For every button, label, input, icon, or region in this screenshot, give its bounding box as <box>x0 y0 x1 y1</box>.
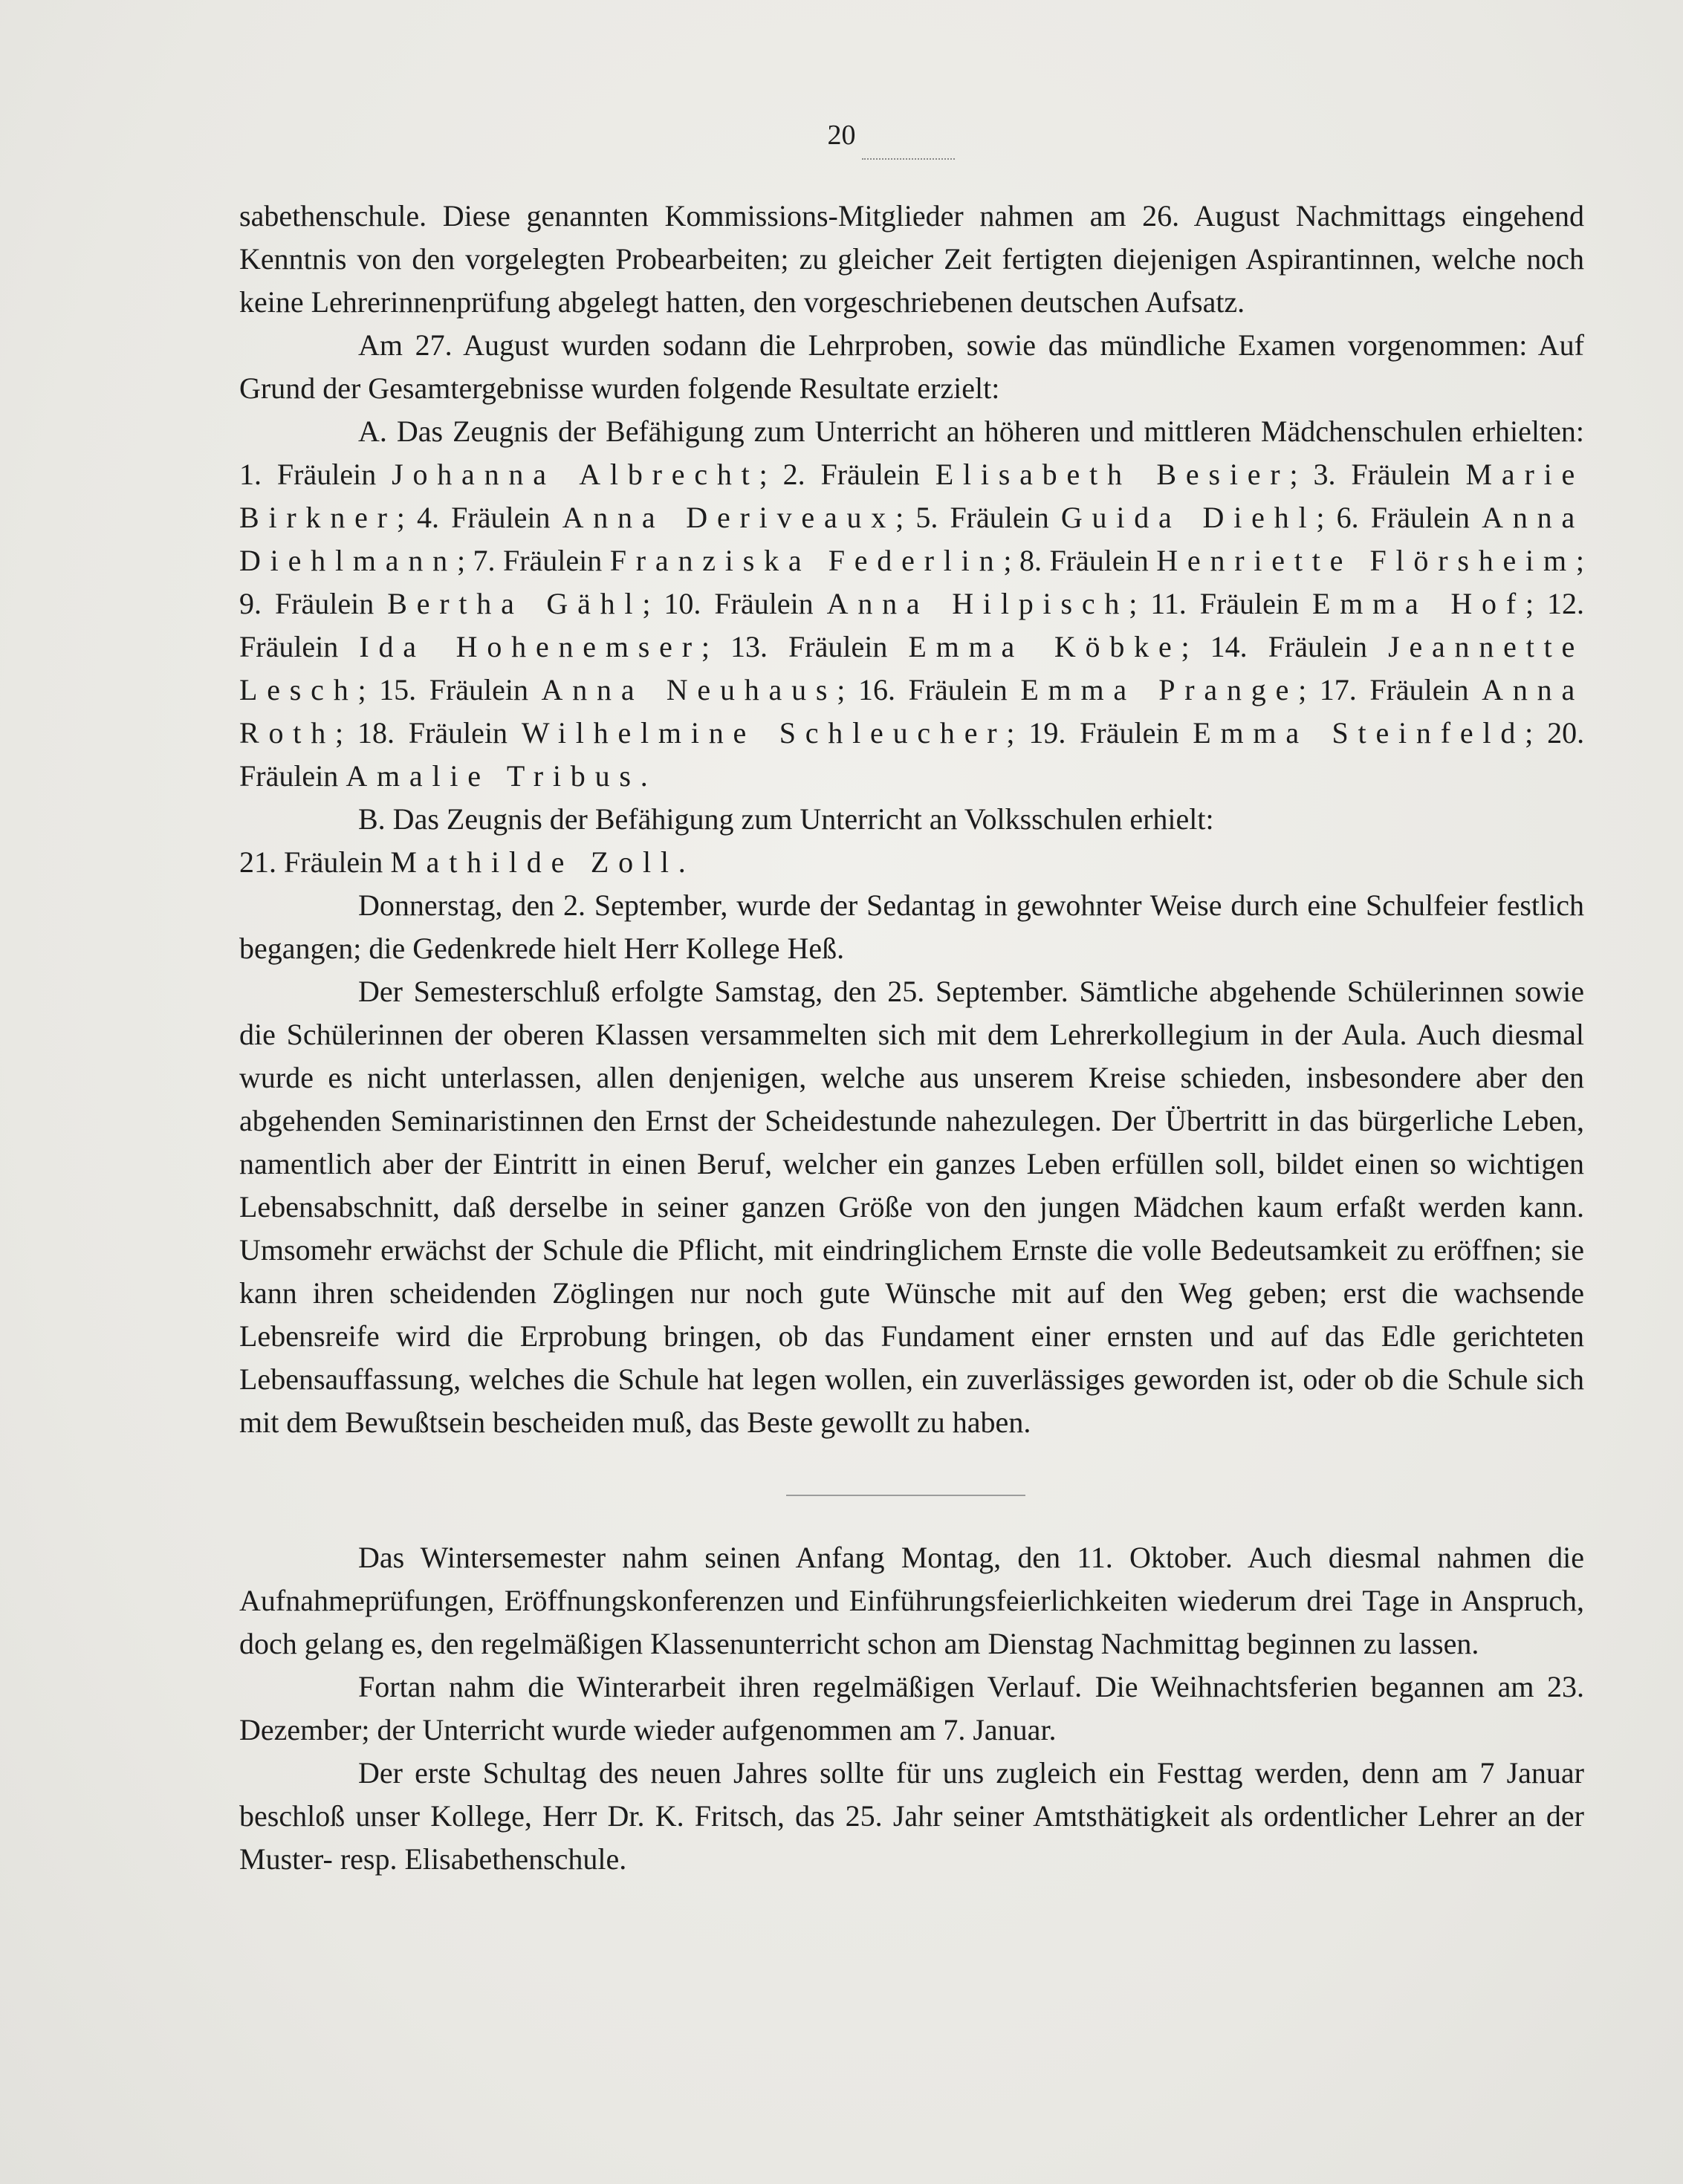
entry-number: 16. <box>857 673 895 706</box>
page-number: 20 <box>827 120 856 151</box>
entry-title: Fräulein <box>950 501 1049 534</box>
entry-name: Anna Deriveaux <box>562 501 896 534</box>
entry-name: Emma Köbke <box>908 630 1181 663</box>
paragraph-list-a <box>239 410 1584 798</box>
entry-name: Elisabeth Besier <box>935 458 1290 491</box>
entry-title: Fräulein <box>451 501 551 534</box>
entry-number: 15. <box>379 673 417 706</box>
entry-separator: . <box>678 845 686 879</box>
paragraph-lehrproben: Am 27. August wurden sodann die Lehrproben, sowie das mündliche Examen vorgenommen: Auf Grund der Gesamtergebnisse wurden folgende Resultate erzielt: <box>239 328 1584 405</box>
paragraph-wintersemester: Das Wintersemester nahm seinen Anfang Montag, den 11. Oktober. Auch diesmal nahmen die Aufnahmeprüfungen, Eröffnungskonferenzen und Einführungsfeierlichkeiten wiederum drei Tage in Anspruch, doch gelang es, den regelmäßigen Klassenunterricht schon am Dienstag Nachmittag beginnen zu lassen. <box>239 1541 1584 1660</box>
section-divider <box>786 1495 1025 1496</box>
entry-separator: ; <box>701 630 710 663</box>
entry-title: Fräulein <box>1369 673 1469 706</box>
list-a-entries <box>239 458 1584 793</box>
entry-separator: ; <box>895 501 904 534</box>
entry-title: Fräulein <box>429 673 529 706</box>
graduate-entry <box>1028 716 1533 750</box>
graduate-entry <box>664 587 1137 620</box>
entry-separator: ; <box>1298 673 1307 706</box>
paragraph-sedantag: Donnerstag, den 2. September, wurde der Sedantag in gewohnter Weise durch eine Schulfeier festlich begangen; die Gedenkrede hielt Herr Kollege Heß. <box>239 888 1584 965</box>
entry-name: Emma Prange <box>1020 673 1299 706</box>
entry-title: Fräulein <box>1199 587 1300 620</box>
entry-separator: ; <box>1129 587 1138 620</box>
entry-name: Wilhelmine Schleucher <box>521 716 1007 750</box>
entry-title: Fräulein <box>820 458 920 491</box>
paragraph-festtag: Der erste Schultag des neuen Jahres sollte für uns zugleich ein Festtag werden, denn am 7 Januar beschloß unser Kollege, Herr Dr. K. Fritsch, das 25. Jahr seiner Amtsthätigkeit als ordentlicher Lehrer an der Muster- resp. Elisabethenschule. <box>239 1756 1584 1876</box>
main-text-block <box>239 195 1584 1444</box>
entry-name: Anna Neuhaus <box>541 673 837 706</box>
entry-number: 2. <box>782 458 805 491</box>
entry-number: 10. <box>664 587 701 620</box>
graduate-entry <box>379 673 845 706</box>
entry-number: 17. <box>1319 673 1357 706</box>
entry-name: Jeannette Lesch <box>239 630 1585 706</box>
graduate-entry <box>783 458 1298 491</box>
graduate-entry <box>357 716 1015 750</box>
entry-name: Guida Diehl <box>1060 501 1317 534</box>
entry-title: Fräulein <box>284 845 383 879</box>
graduate-entry <box>858 673 1306 706</box>
entry-name: Anna Roth <box>239 673 1585 750</box>
entry-name: Henriette Flörsheim <box>1156 544 1576 577</box>
entry-title: Fräulein <box>788 630 888 663</box>
winter-text-block <box>239 1536 1584 1881</box>
entry-number: 14. <box>1210 630 1248 663</box>
entry-title: Fräulein <box>408 716 508 750</box>
entry-name: Johanna Albrecht <box>392 458 759 491</box>
entry-separator: ; <box>1289 458 1298 491</box>
entry-name: Emma Steinfeld <box>1193 716 1525 750</box>
entry-title: Fräulein <box>1049 544 1149 577</box>
entry-number: 8. <box>1019 544 1042 577</box>
entry-name: Marie Birkner <box>239 458 1585 534</box>
entry-title: Fräulein <box>1370 501 1470 534</box>
entry-number: 9. <box>239 587 262 620</box>
entry-separator: ; <box>837 673 846 706</box>
entry-name: Ida Hohenemser <box>359 630 701 663</box>
entry-title: Fräulein <box>1268 630 1368 663</box>
entry-title: Fräulein <box>714 587 814 620</box>
entry-number: 6. <box>1336 501 1359 534</box>
paragraph-kommission: sabethenschule. Diese genannten Kommissions-Mitglieder nahmen am 26. August Nachmittags eingehend Kenntnis von den vorgelegten Probearbeiten; zu gleicher Zeit fertigten diejenigen Aspirantinnen, welche noch keine Lehrerinnenprüfung abgelegt hatten, den vorgeschriebenen deutschen Aufsatz. <box>239 199 1584 319</box>
entry-number: 21. <box>239 845 276 879</box>
entry-name: Mathilde Zoll <box>390 845 678 879</box>
entry-name: Anna Diehlmann <box>239 501 1584 577</box>
entry-separator: ; <box>642 587 651 620</box>
graduate-entry <box>730 630 1190 663</box>
entry-number: 18. <box>357 716 395 750</box>
entry-title: Fräulein <box>239 759 339 793</box>
graduate-entry <box>473 544 1012 577</box>
entry-number: 20. <box>1547 716 1585 750</box>
paragraph-list-b-intro: B. Das Zeugnis der Befähigung zum Unterricht an Volksschulen erhielt: <box>358 802 1214 836</box>
entry-number: 7. <box>473 544 496 577</box>
graduate-entry <box>915 501 1324 534</box>
graduate-entry <box>1150 587 1534 620</box>
entry-number: 4. <box>417 501 440 534</box>
entry-number: 13. <box>730 630 768 663</box>
entry-separator: ; <box>1525 587 1534 620</box>
entry-number: 3. <box>1313 458 1336 491</box>
list-a-intro: A. Das Zeugnis der Befähigung zum Unterricht an höheren und mittleren Mädchenschulen erhielten: <box>358 415 1584 448</box>
paragraph-winterarbeit: Fortan nahm die Winterarbeit ihren regelmäßigen Verlauf. Die Weihnachtsferien begannen am 23. Dezember; der Unterricht wurde wieder aufgenommen am 7. Januar. <box>239 1670 1584 1746</box>
entry-title: Fräulein <box>239 630 339 663</box>
entry-title: Fräulein <box>276 458 377 491</box>
entry-name: Amalie Tribus <box>346 759 641 793</box>
entry-separator: ; <box>456 544 466 577</box>
entry-number: 11. <box>1150 587 1187 620</box>
entry-number: 5. <box>915 501 938 534</box>
list-b-entries <box>239 845 686 879</box>
entry-separator: ; <box>1003 544 1012 577</box>
entry-separator: ; <box>1316 501 1325 534</box>
entry-title: Fräulein <box>908 673 1008 706</box>
entry-title: Fräulein <box>1080 716 1179 750</box>
entry-number: 19. <box>1028 716 1066 750</box>
entry-name: Anna Hilpisch <box>826 587 1129 620</box>
entry-title: Fräulein <box>502 544 603 577</box>
graduate-entry <box>417 501 904 534</box>
entry-title: Fräulein <box>1351 458 1450 491</box>
entry-number: 12. <box>1547 587 1585 620</box>
entry-separator: . <box>640 759 648 793</box>
entry-separator: ; <box>1575 544 1585 577</box>
entry-separator: ; <box>396 501 405 534</box>
entry-name: Franziska Federlin <box>609 544 1004 577</box>
entry-separator: ; <box>1181 630 1190 663</box>
paragraph-semesterschluss: Der Semesterschluß erfolgte Samstag, den 25. September. Sämtliche abgehende Schülerinnen sowie die Schülerinnen der oberen Klassen versammelten sich mit dem Lehrerkollegium in der Aula. Auch diesmal wurde es nicht unterlassen, allen denjenigen, welche aus unserem Kreise schieden, insbesondere aber den abgehenden Seminaristinnen den Ernst der Scheidestunde nahezulegen. Der Übertritt in das bürgerliche Leben, namentlich aber der Eintritt in einen Beruf, welcher ein ganzes Leben erfüllen soll, bildet einen so wichtigen Lebensabschnitt, daß derselbe in seiner ganzen Größe von den jungen Mädchen kaum erfaßt werden kann. Umsomehr erwächst der Schule die Pflicht, mit eindringlichem Ernste die volle Bedeutsamkeit zu eröffnen; sie kann ihren scheidenden Zöglingen nur noch gute Wünsche mit auf den Weg geben; erst die wachsende Lebensreife wird die Erprobung bringen, ob das Fundament einer ernsten und auf das Edle gerichteten Lebensauffassung, welches die Schule hat legen wollen, ein zuverlässiges geworden ist, oder ob die Schule sich mit dem Bewußtsein bescheiden muß, das Beste gewollt zu haben. <box>239 975 1584 1439</box>
entry-separator: ; <box>1525 716 1534 750</box>
graduate-entry <box>239 587 650 620</box>
entry-title: Fräulein <box>274 587 374 620</box>
page-number-rule <box>862 158 955 160</box>
graduate-entry <box>1019 544 1584 577</box>
entry-separator: ; <box>759 458 768 491</box>
entry-separator: ; <box>1006 716 1015 750</box>
entry-separator: ; <box>357 673 366 706</box>
graduate-entry <box>239 845 686 879</box>
entry-separator: ; <box>335 716 344 750</box>
graduate-entry <box>239 458 768 491</box>
entry-number: 1. <box>239 458 262 491</box>
entry-name: Emma Hof <box>1312 587 1525 620</box>
paragraph-list-b <box>239 841 1584 884</box>
entry-name: Bertha Gähl <box>387 587 643 620</box>
